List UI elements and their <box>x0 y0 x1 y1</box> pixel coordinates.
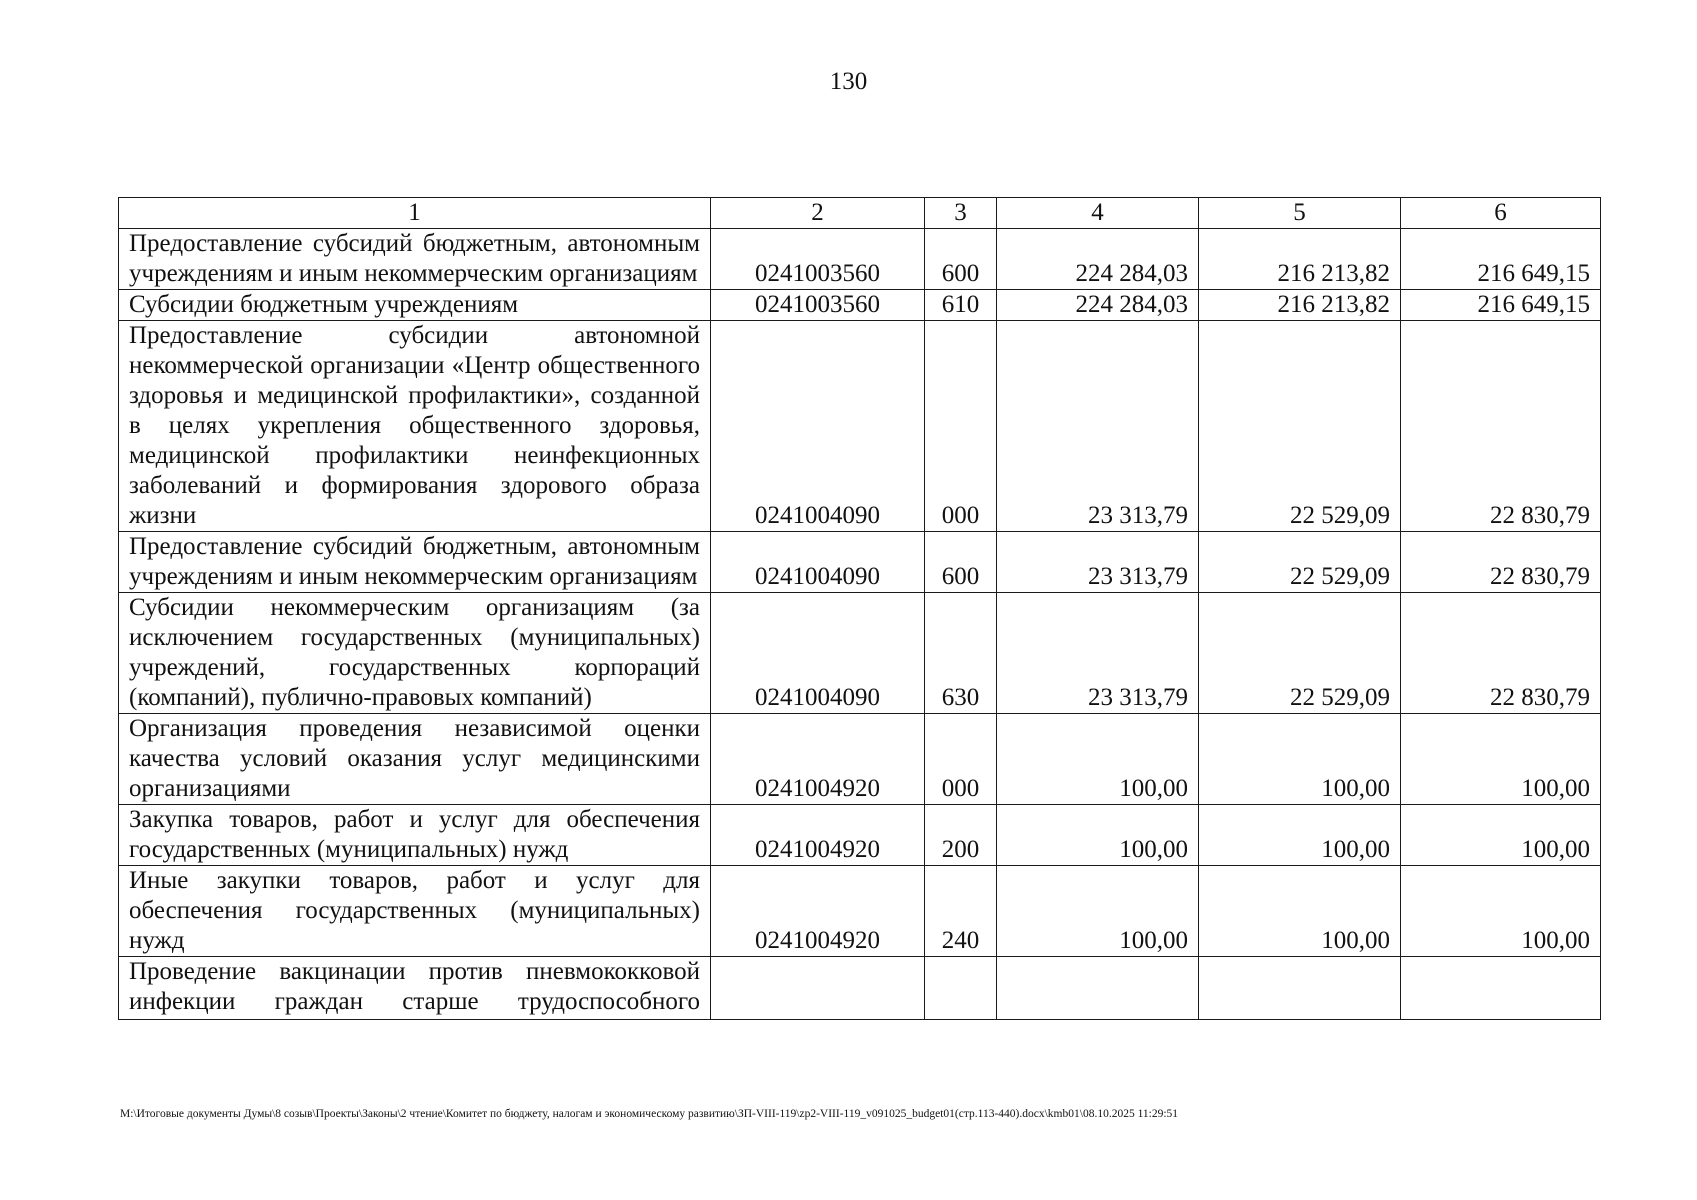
row-amount-col4: 224 284,03 <box>997 290 1199 321</box>
row-amount-col6: 22 830,79 <box>1401 321 1601 532</box>
row-code: 0241004920 <box>711 866 925 957</box>
row-amount-col5: 22 529,09 <box>1199 532 1401 593</box>
row-expense-type: 600 <box>925 532 997 593</box>
row-description: Организация проведения независимой оценки качества условий оказания услуг медицинскими организациями <box>119 714 711 805</box>
row-description: Предоставление субсидии автономной некоммерческой организации «Центр общественного здоровья и медицинской профилактики», созданной в целях укрепления общественного здоровья, медицинской профилактики неинфекционных заболеваний и формирования здорового образа жизни <box>119 321 711 532</box>
row-amount-col4: 23 313,79 <box>997 593 1199 714</box>
row-expense-type: 000 <box>925 321 997 532</box>
row-amount-col6: 100,00 <box>1401 805 1601 866</box>
row-expense-type: 610 <box>925 290 997 321</box>
file-path-footer: M:\Итоговые документы Думы\8 созыв\Проекты\Законы\2 чтение\Комитет по бюджету, налогам и экономическому развитию\ЗП-VIII-119\zp2-VIII-119_v091025_budget01(стр.113-440).docx\kmb01\08.10.2025 11:29:51 <box>120 1108 1179 1120</box>
column-header: 5 <box>1199 198 1401 229</box>
row-code: 0241003560 <box>711 290 925 321</box>
row-code-empty <box>711 957 925 1020</box>
row-description: Иные закупки товаров, работ и услуг для обеспечения государственных (муниципальных) нужд <box>119 866 711 957</box>
row-amount-col4: 23 313,79 <box>997 321 1199 532</box>
row-code: 0241004920 <box>711 714 925 805</box>
table-header-row <box>119 198 1601 229</box>
row-amount-col6: 216 649,15 <box>1401 290 1601 321</box>
table-row <box>119 866 1601 957</box>
row-description: Субсидии бюджетным учреждениям <box>119 290 711 321</box>
table-row <box>119 290 1601 321</box>
row-expense-type: 600 <box>925 229 997 290</box>
row-amount-col4: 224 284,03 <box>997 229 1199 290</box>
row-code: 0241004090 <box>711 532 925 593</box>
row-expense-type: 240 <box>925 866 997 957</box>
page-number: 130 <box>829 68 868 95</box>
row-description: Предоставление субсидий бюджетным, автономным учреждениям и иным некоммерческим организациям <box>119 532 711 593</box>
column-header: 4 <box>997 198 1199 229</box>
row-description: Субсидии некоммерческим организациям (за исключением государственных (муниципальных) учреждений, государственных корпораций (компаний), публично-правовых компаний) <box>119 593 711 714</box>
row-description: Закупка товаров, работ и услуг для обеспечения государственных (муниципальных) нужд <box>119 805 711 866</box>
table-row <box>119 532 1601 593</box>
row-code: 0241004920 <box>711 805 925 866</box>
row-amount-col5: 100,00 <box>1199 714 1401 805</box>
row-amount-col6: 100,00 <box>1401 866 1601 957</box>
row-amount-col4-empty <box>997 957 1199 1020</box>
table-row <box>119 321 1601 532</box>
column-header: 6 <box>1401 198 1601 229</box>
row-amount-col4: 100,00 <box>997 805 1199 866</box>
row-amount-col5: 100,00 <box>1199 866 1401 957</box>
table-row <box>119 957 1601 1020</box>
column-header: 3 <box>925 198 997 229</box>
row-expense-type-empty <box>925 957 997 1020</box>
row-expense-type: 000 <box>925 714 997 805</box>
row-amount-col5: 22 529,09 <box>1199 593 1401 714</box>
table-row <box>119 805 1601 866</box>
row-expense-type: 200 <box>925 805 997 866</box>
row-code: 0241004090 <box>711 321 925 532</box>
row-amount-col4: 100,00 <box>997 714 1199 805</box>
table-row <box>119 229 1601 290</box>
row-amount-col6: 100,00 <box>1401 714 1601 805</box>
row-description: Предоставление субсидий бюджетным, автономным учреждениям и иным некоммерческим организациям <box>119 229 711 290</box>
row-amount-col4: 23 313,79 <box>997 532 1199 593</box>
row-amount-col4: 100,00 <box>997 866 1199 957</box>
row-amount-col5: 100,00 <box>1199 805 1401 866</box>
column-header: 2 <box>711 198 925 229</box>
row-amount-col6: 22 830,79 <box>1401 532 1601 593</box>
table-row <box>119 714 1601 805</box>
row-description: Проведение вакцинации против пневмококковой инфекции граждан старше трудоспособного <box>119 957 711 1020</box>
row-amount-col5: 216 213,82 <box>1199 290 1401 321</box>
row-amount-col5-empty <box>1199 957 1401 1020</box>
row-code: 0241004090 <box>711 593 925 714</box>
row-amount-col6: 216 649,15 <box>1401 229 1601 290</box>
row-code: 0241003560 <box>711 229 925 290</box>
budget-table <box>118 197 1601 1020</box>
table-row <box>119 593 1601 714</box>
row-expense-type: 630 <box>925 593 997 714</box>
row-amount-col6-empty <box>1401 957 1601 1020</box>
row-amount-col5: 22 529,09 <box>1199 321 1401 532</box>
column-header: 1 <box>119 198 711 229</box>
row-amount-col6: 22 830,79 <box>1401 593 1601 714</box>
row-amount-col5: 216 213,82 <box>1199 229 1401 290</box>
